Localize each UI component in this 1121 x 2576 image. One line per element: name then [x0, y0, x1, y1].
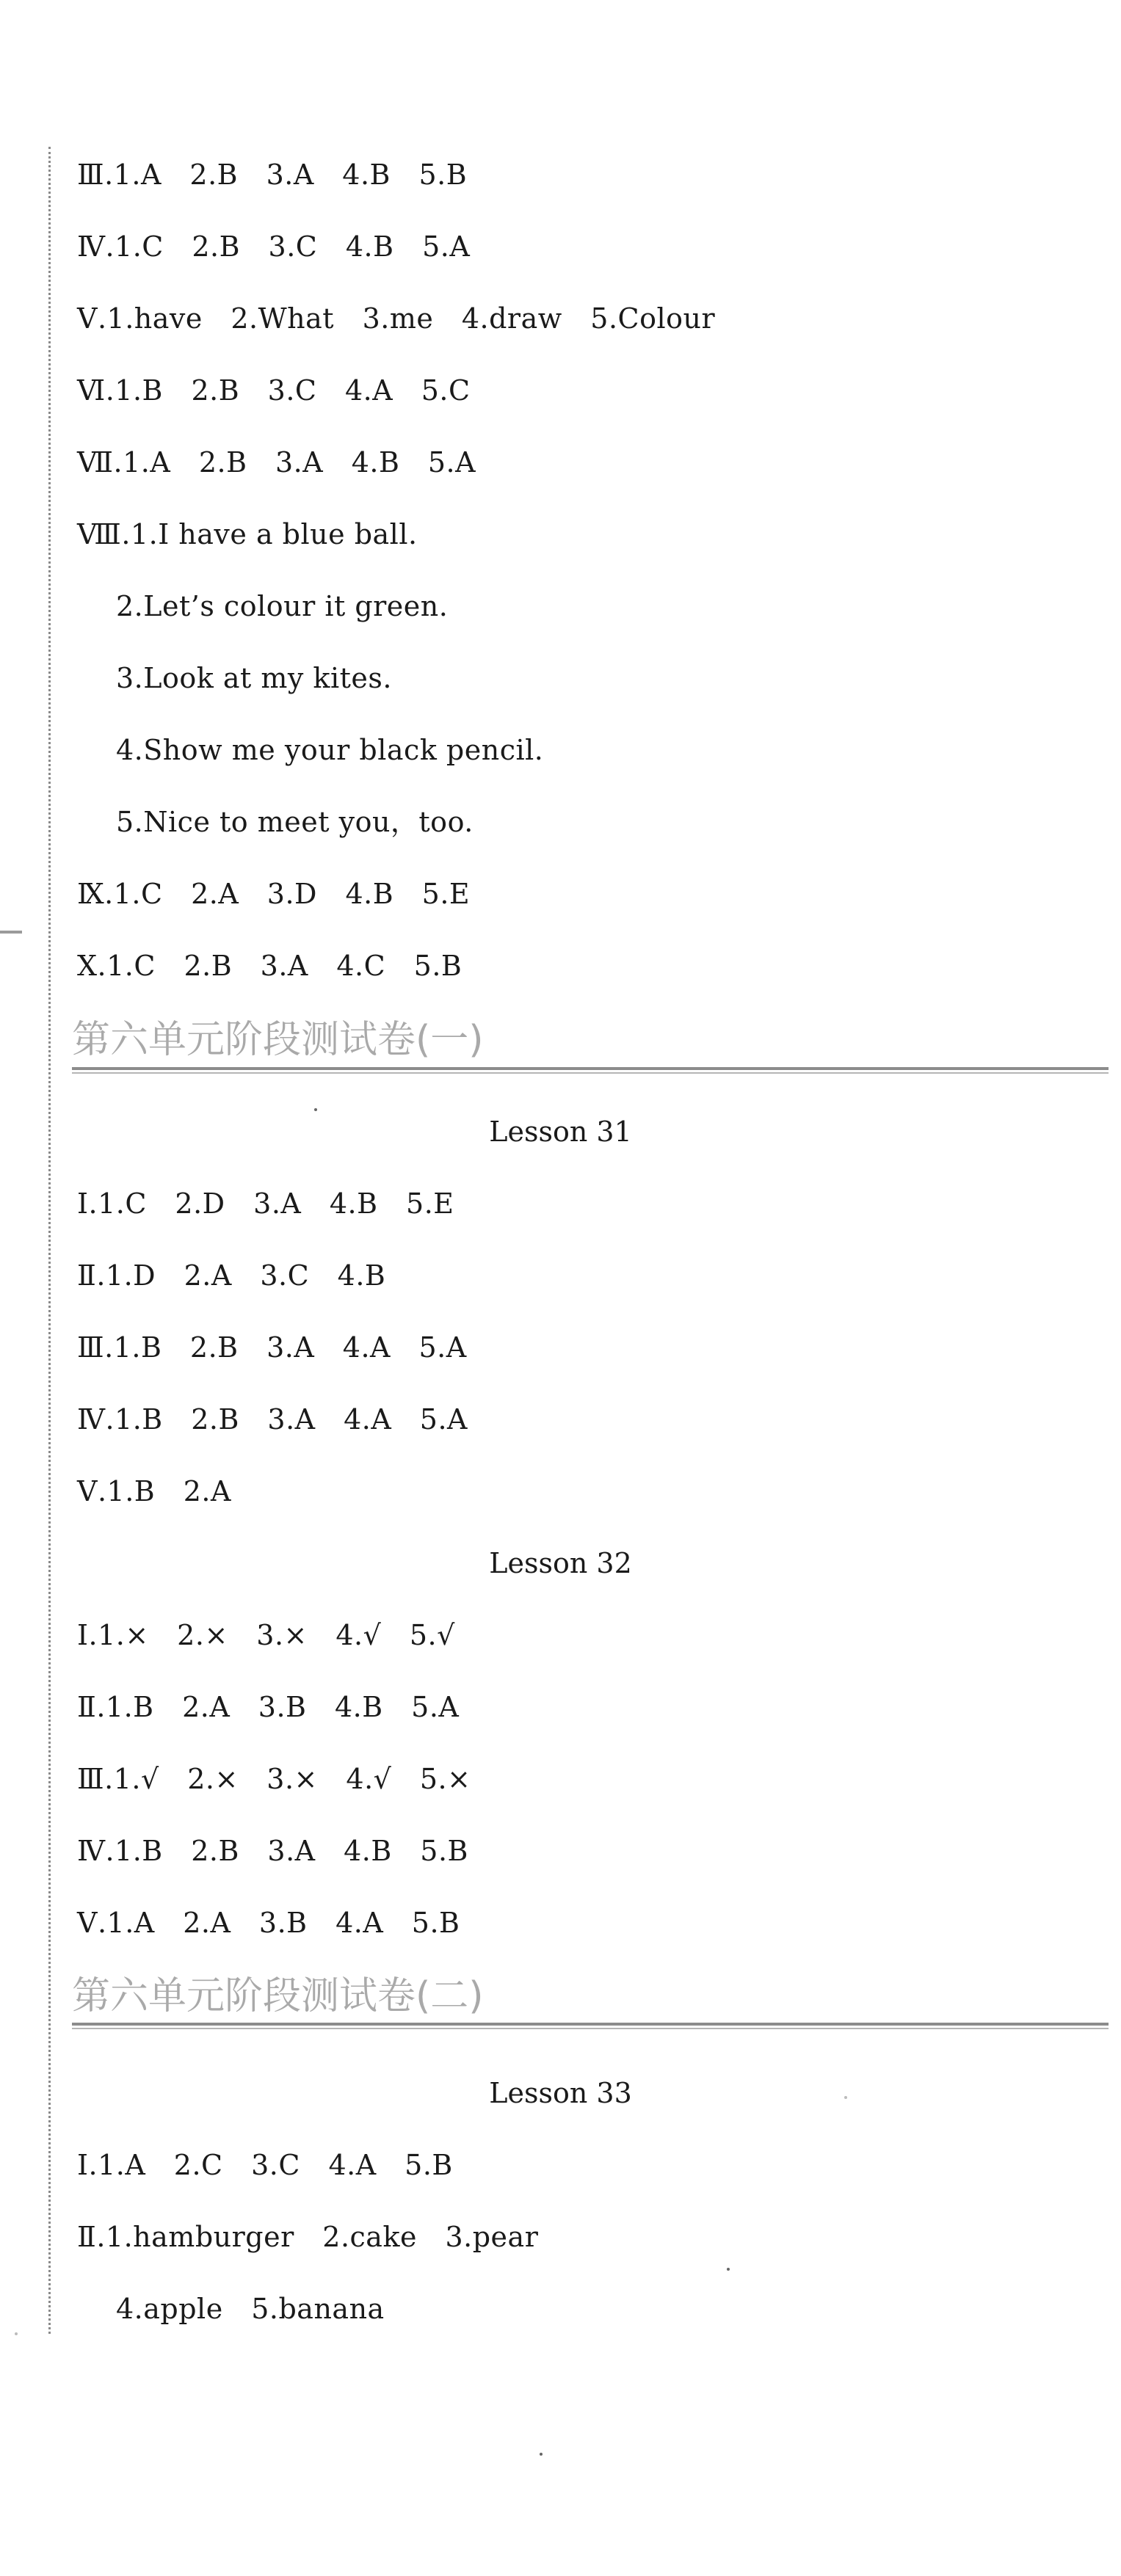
section-heading-rule: [72, 1067, 1109, 1074]
answer-line: Ⅳ.1.B 2.B 3.A 4.B 5.B: [77, 1835, 468, 1867]
answer-line: Ⅰ.1.C 2.D 3.A 4.B 5.E: [77, 1187, 454, 1220]
answer-line-indented: 3.Look at my kites.: [116, 662, 392, 694]
lesson-title: Lesson 33: [489, 2077, 632, 2109]
section-heading: 第六单元阶段测试卷(二): [72, 1974, 484, 2018]
answer-line-indented: 2.Let’s colour it green.: [116, 590, 449, 622]
answer-line: Ⅳ.1.B 2.B 3.A 4.A 5.A: [77, 1403, 468, 1436]
margin-dotted-rule: [48, 147, 51, 2334]
answer-line: Ⅷ.1.I have a blue ball.: [77, 518, 418, 550]
answer-line: Ⅱ.1.D 2.A 3.C 4.B: [77, 1259, 386, 1292]
answer-line: Ⅲ.1.B 2.B 3.A 4.A 5.A: [77, 1331, 467, 1364]
answer-line: Ⅶ.1.A 2.B 3.A 4.B 5.A: [77, 446, 476, 479]
answer-line: Ⅴ.1.have 2.What 3.me 4.draw 5.Colour: [77, 302, 716, 335]
speck: [844, 2096, 847, 2099]
answer-line-indented: 4.apple 5.banana: [116, 2293, 385, 2325]
answer-line: Ⅳ.1.C 2.B 3.C 4.B 5.A: [77, 230, 471, 263]
answer-line: Ⅰ.1.A 2.C 3.C 4.A 5.B: [77, 2149, 453, 2181]
edge-mark: [0, 931, 22, 934]
speck: [540, 2453, 543, 2456]
answer-line: Ⅱ.1.B 2.A 3.B 4.B 5.A: [77, 1691, 460, 1723]
speck: [727, 2268, 730, 2271]
lesson-title: Lesson 32: [489, 1547, 632, 1579]
speck: [15, 2332, 18, 2335]
answer-line: Ⅹ.1.C 2.B 3.A 4.C 5.B: [77, 950, 462, 982]
answer-line-indented: 5.Nice to meet you，too.: [116, 806, 474, 838]
section-heading: 第六单元阶段测试卷(一): [72, 1018, 484, 1062]
answer-line: Ⅴ.1.B 2.A: [77, 1475, 231, 1507]
answer-line-indented: 4.Show me your black pencil.: [116, 734, 544, 766]
answer-line: Ⅴ.1.A 2.A 3.B 4.A 5.B: [77, 1907, 460, 1939]
section-heading-rule: [72, 2023, 1109, 2029]
answer-line: Ⅱ.1.hamburger 2.cake 3.pear: [77, 2221, 539, 2253]
answer-line: Ⅲ.1.√ 2.× 3.× 4.√ 5.×: [77, 1763, 471, 1795]
answer-line: Ⅵ.1.B 2.B 3.C 4.A 5.C: [77, 374, 471, 407]
answer-line: Ⅰ.1.× 2.× 3.× 4.√ 5.√: [77, 1619, 455, 1651]
answer-line: Ⅸ.1.C 2.A 3.D 4.B 5.E: [77, 878, 471, 910]
answer-line: Ⅲ.1.A 2.B 3.A 4.B 5.B: [77, 159, 468, 191]
lesson-title: Lesson 31: [489, 1116, 632, 1148]
